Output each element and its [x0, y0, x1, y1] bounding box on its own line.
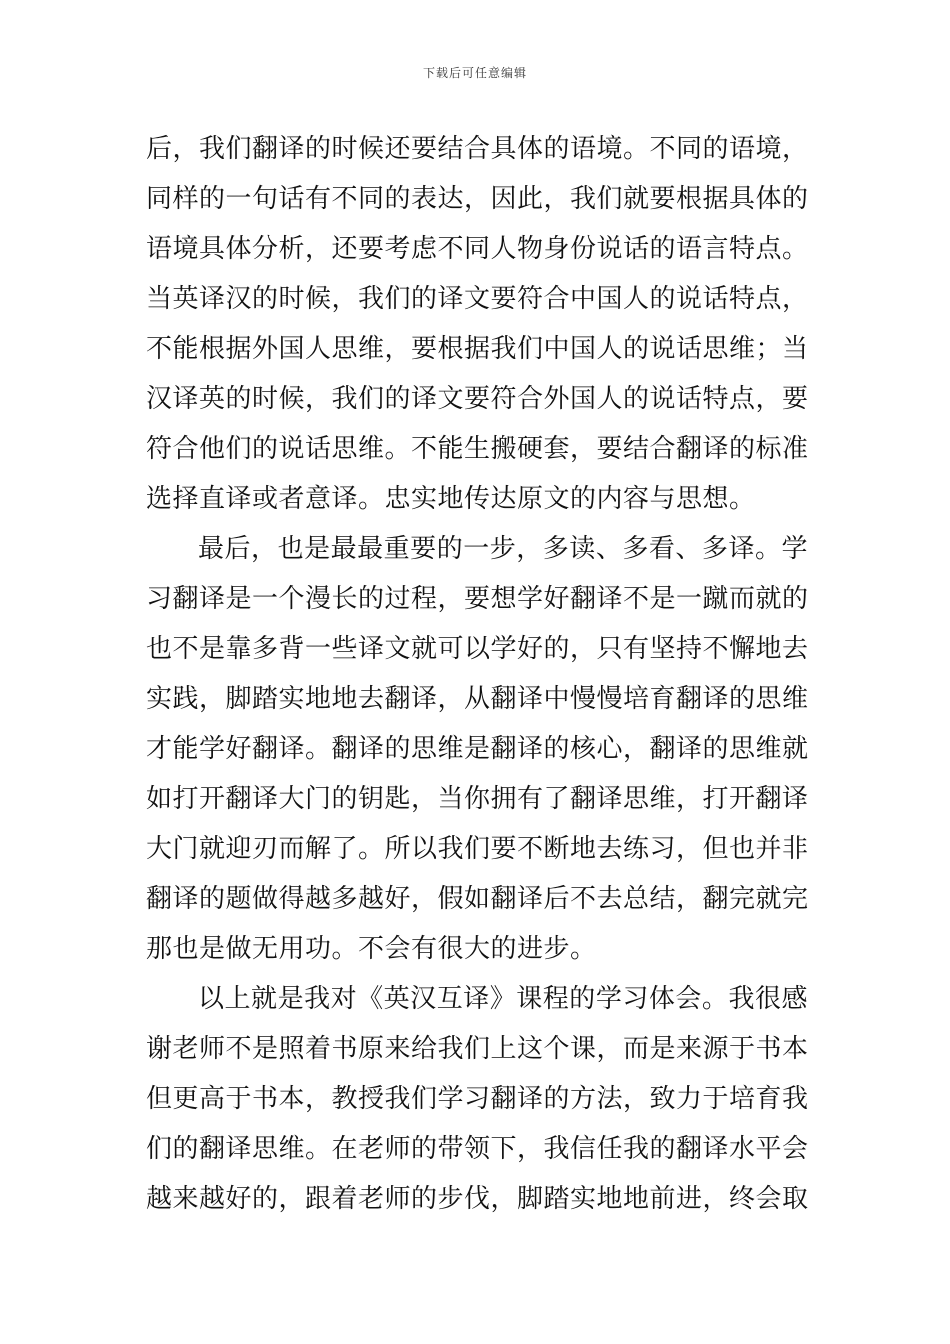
- text-line: 如打开翻译大门的钥匙，当你拥有了翻译思维，打开翻译: [146, 784, 809, 814]
- paragraph-first-line: 以上就是我对《英汉互译》课程的学习体会。我很感: [198, 984, 808, 1014]
- text-line: 翻译的题做得越多越好，假如翻译后不去总结，翻完就完: [146, 884, 809, 914]
- page-header: 下载后可任意编辑: [422, 66, 527, 80]
- text-line: 选择直译或者意译。忠实地传达原文的内容与思想。: [146, 484, 756, 514]
- text-line: 同样的一句话有不同的表达，因此，我们就要根据具体的: [146, 184, 809, 214]
- text-line: 那也是做无用功。不会有很大的进步。: [146, 934, 597, 964]
- text-line: 们的翻译思维。在老师的带领下，我信任我的翻译水平会: [146, 1134, 809, 1164]
- text-line: 大门就迎刃而解了。所以我们要不断地去练习，但也并非: [146, 834, 809, 864]
- paragraph-first-line: 最后，也是最最重要的一步，多读、多看、多译。学: [198, 534, 808, 564]
- text-line: 但更高于书本，教授我们学习翻译的方法，致力于培育我: [146, 1084, 809, 1114]
- text-line: 不能根据外国人思维，要根据我们中国人的说话思维；当: [146, 334, 809, 364]
- text-line: 汉译英的时候，我们的译文要符合外国人的说话特点，要: [146, 384, 809, 414]
- text-line: 当英译汉的时候，我们的译文要符合中国人的说话特点，: [146, 284, 809, 314]
- text-line: 也不是靠多背一些译文就可以学好的，只有坚持不懈地去: [146, 634, 809, 664]
- text-line: 符合他们的说话思维。不能生搬硬套，要结合翻译的标准: [146, 434, 809, 464]
- text-line: 谢老师不是照着书原来给我们上这个课，而是来源于书本: [146, 1034, 809, 1064]
- text-line: 越来越好的，跟着老师的步伐，脚踏实地地前进，终会取: [146, 1184, 809, 1214]
- text-line: 语境具体分析，还要考虑不同人物身份说话的语言特点。: [146, 234, 809, 264]
- text-line: 才能学好翻译。翻译的思维是翻译的核心，翻译的思维就: [146, 734, 809, 764]
- text-line: 实践，脚踏实地地去翻译，从翻译中慢慢培育翻译的思维: [146, 684, 809, 714]
- document-body: [146, 124, 808, 1224]
- text-line: 后，我们翻译的时候还要结合具体的语境。不同的语境，: [146, 134, 809, 164]
- text-line: 习翻译是一个漫长的过程，要想学好翻译不是一蹴而就的: [146, 584, 809, 614]
